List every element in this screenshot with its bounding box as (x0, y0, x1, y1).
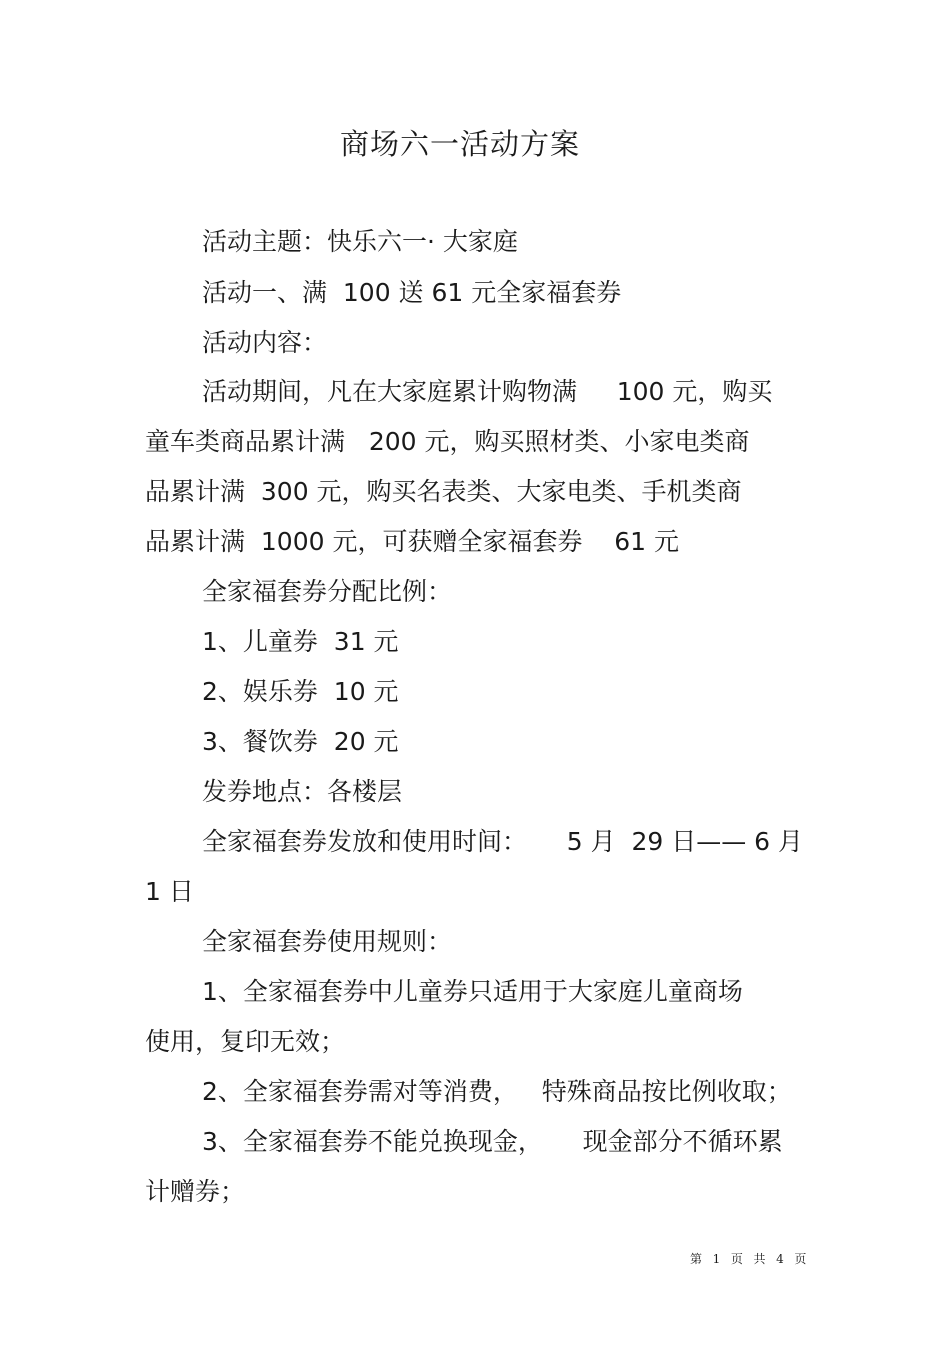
paragraph-line: 品累计满 300 元，购买名表类、大家电类、手机类商 (145, 477, 742, 506)
paragraph-line: 计赠券； (145, 1177, 246, 1206)
usage-rules-label: 全家福套券使用规则： (202, 927, 453, 956)
paragraph-line: 童车类商品累计满 200 元，购买照材类、小家电类商 (145, 427, 750, 456)
page-title: 商场六一活动方案 (339, 127, 580, 161)
paragraph-line: 活动期间，凡在大家庭累计购物满 100 元，购买 (202, 377, 773, 406)
issue-location: 发券地点：各楼层 (202, 777, 403, 806)
paragraph-line: 品累计满 1000 元，可获赠全家福套券 61 元 (145, 527, 680, 556)
activity-theme: 活动主题：快乐六一· 大家庭 (202, 227, 518, 256)
rule-item: 3、全家福套券不能兑换现金， 现金部分不循环累 (202, 1127, 783, 1156)
activity-one-heading: 活动一、满 100 送 61 元全家福套券 (202, 278, 622, 307)
list-item: 1、儿童券 31 元 (202, 627, 399, 656)
rule-item: 2、全家福套券需对等消费， 特殊商品按比例收取； (202, 1077, 792, 1106)
paragraph-line: 全家福套券发放和使用时间： 5 月 29 日—— 6 月 (202, 827, 804, 856)
voucher-ratio-label: 全家福套券分配比例： (202, 577, 453, 606)
activity-content-label: 活动内容： (202, 328, 328, 357)
paragraph-line: 使用，复印无效； (145, 1027, 346, 1056)
list-item: 2、娱乐券 10 元 (202, 677, 399, 706)
rule-item: 1、全家福套券中儿童券只适用于大家庭儿童商场 (202, 977, 743, 1006)
paragraph-line: 1 日 (145, 877, 194, 906)
list-item: 3、餐饮券 20 元 (202, 727, 399, 756)
page-number-footer: 第 1 页 共 4 页 (690, 1252, 808, 1266)
